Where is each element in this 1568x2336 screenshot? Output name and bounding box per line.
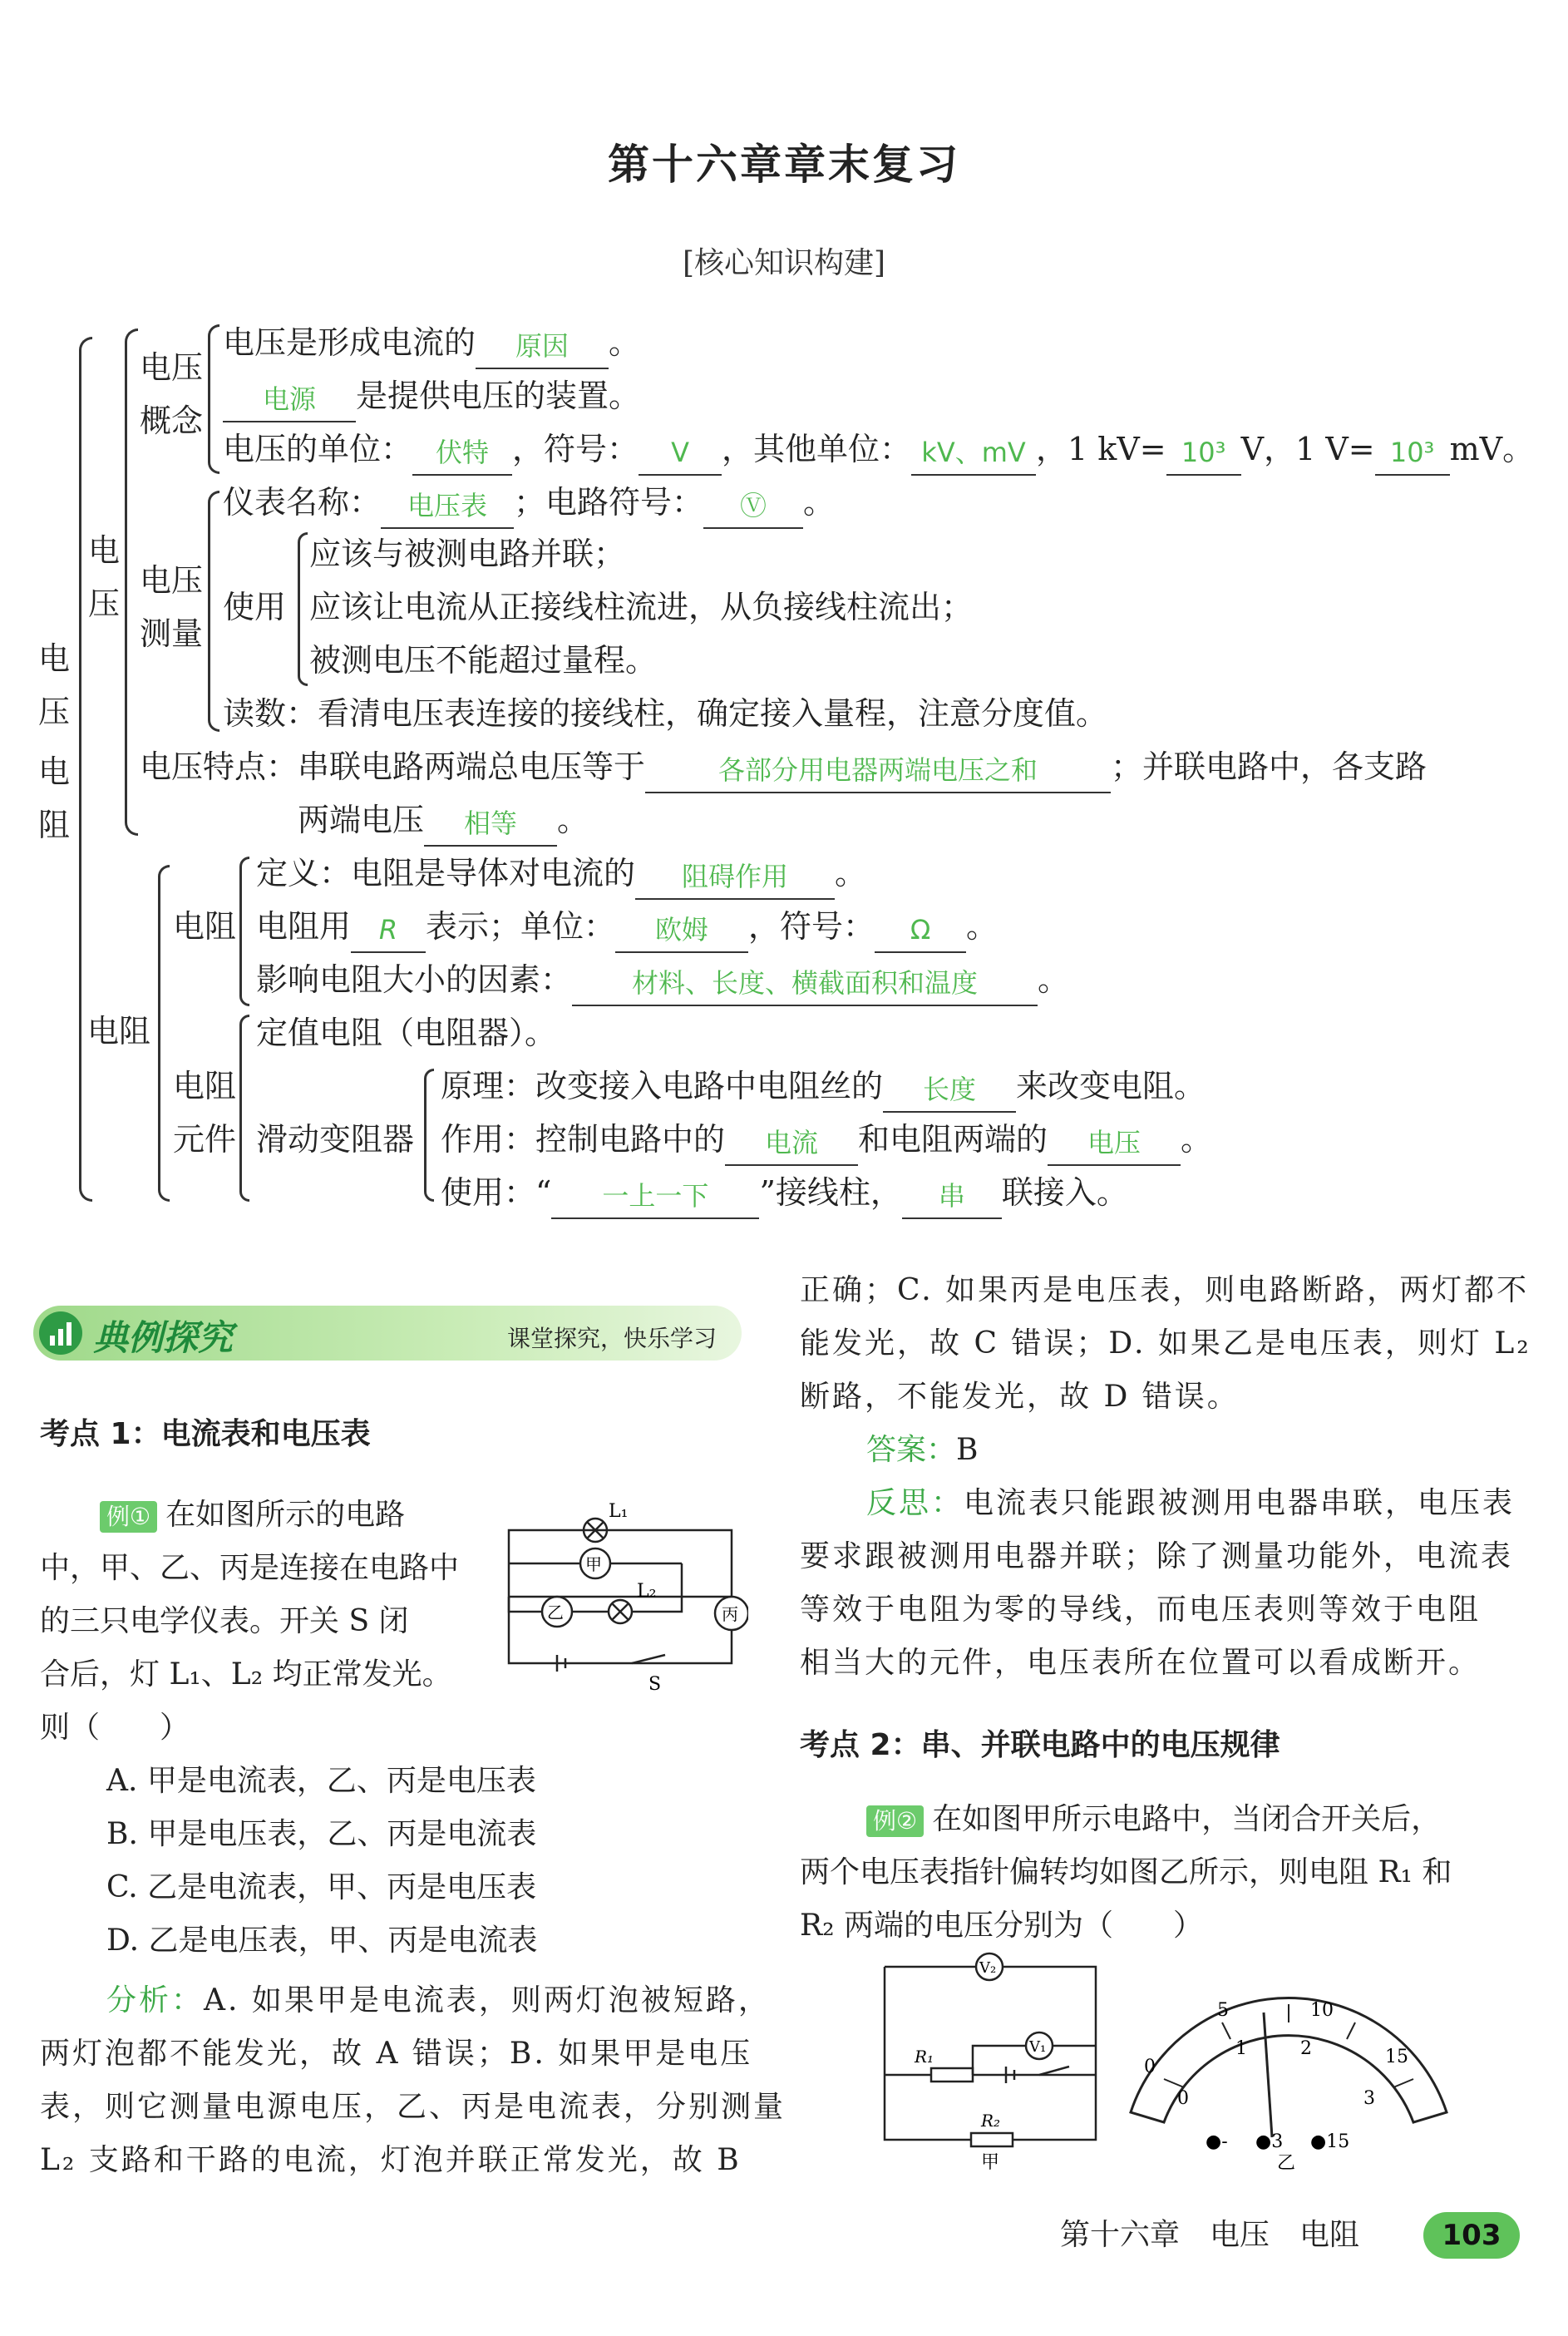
terminal-3: ●3 [1255,2131,1284,2152]
example1-tag: 例① [100,1501,157,1533]
scale-inner-2: 2 [1300,2038,1312,2059]
concept-label: 电压 概念 [140,349,204,439]
fixed-resistor-line: 定值电阻（电阻器）。 [256,1015,557,1051]
r2-label: R₂ [981,2111,1001,2131]
r1-label: R₁ [915,2047,934,2067]
section-subtitle: [核心知识构建] [682,246,886,280]
res-element-label: 电阻 元件 [173,1068,237,1158]
meter-bing-label: 丙 [722,1604,738,1624]
banner-title: 典例探究 [93,1317,234,1358]
page-number: 103 [1423,2212,1520,2259]
scale-inner-3: 3 [1363,2088,1375,2109]
example1: 例① 在如图所示的电路 中，甲、乙、丙是连接在电路中 的三只电学仪表。开关 S 闭 合后，灯 L₁、L₂ 均正常发光。 则（ ） [40,1498,460,1745]
v2-label: V₂ [979,1959,997,1977]
analysis: 分析：A. 如果甲是电流表，则两灯泡被短路， 两灯泡都不能发光，故 A 错误；B. 如果甲是电压 表，则它测量电源电压，乙、丙是电流表，分别测量 L₂ 支路和干路的电流，灯泡并联正常发光，故 B [40,1983,786,2177]
v1-label: V₁ [1029,2038,1047,2056]
option-b: B. 甲是电压表，乙、丙是电流表 [106,1817,537,1851]
use-line-1: 应该与被测电路并联； [309,536,626,572]
scale-outer-10: 10 [1310,2000,1334,2021]
circuit-figure-2 [873,1950,1122,2175]
scale-outer-15: 15 [1385,2047,1408,2067]
lamp-l1-label: L₁ [609,1501,629,1522]
options-list [106,1755,537,1968]
analysis-continued: 正确；C. 如果丙是电压表，则电路断路，两灯都不 能发光，故 C 错误；D. 如果乙是电压表，则灯 L₂ 断路，不能发光，故 D 错误。 [800,1273,1531,1414]
answer-line: 答案：B [866,1433,979,1467]
scale-inner-1: 1 [1235,2038,1247,2059]
banner-slogan: 课堂探究，快乐学习 [507,1325,717,1352]
resistance-def-label: 电阻 [173,908,237,945]
kp1-heading: 考点 1：电流表和电压表 [40,1417,371,1451]
footer-chapter: 第十六章 电压 电阻 [1060,2218,1360,2252]
kp2-heading: 考点 2：串、并联电路中的电压规律 [800,1728,1280,1762]
use-line-2: 应该让电流从正接线柱流进，从负接线柱流出； [309,589,974,625]
tree-line-3: 电压的单位： 伏特 ，符号： V ，其他单位： kV、mV ，1 kV= 10³ V，1 V= 10³ mV。 [223,422,1534,476]
meter-jia-label: 甲 [585,1554,602,1574]
option-c: C. 乙是电流表，甲、丙是电压表 [106,1870,537,1904]
reading-line: 读数：看清电压表连接的接线柱，确定接入量程，注意分度值。 [223,695,1108,732]
page-title: 第十六章章末复习 [608,140,960,189]
rheostat-principle: 原理：改变接入电路中电阻丝的 长度 来改变电阻。 [441,1059,1206,1113]
tree-line-4: 仪表名称： 电压表 ；电路符号： Ⓥ 。 [223,476,835,529]
example2-tag: 例② [866,1805,924,1837]
scale-inner-0: 0 [1177,2088,1189,2109]
circuit-figure-1 [499,1497,748,1696]
meter-yi-label: 乙 [547,1603,564,1622]
voltmeter-dial-figure [1114,1929,1463,2171]
voltage-label: 电 压 [87,532,120,622]
tree-line-2: 电源 是提供电压的装置。 [223,369,640,422]
scale-outer-5: 5 [1217,2000,1229,2021]
feature-line-1: 电压特点：串联电路两端总电压等于 各部分用电器两端电压之和 ；并联电路中，各支路 [140,740,1427,793]
rheostat-label: 滑动变阻器 [256,1121,415,1158]
root-label: 电 压 电 阻 [37,640,70,843]
resistance-label: 电阻 [87,1013,151,1049]
reflection: 反思：电流表只能跟被测用电器串联，电压表 要求跟被测用电器并联；除了测量功能外，电流表 等效于电阻为零的导线，而电压表则等效于电阻 相当大的元件，电压表所在位置可以看成断开。 [800,1486,1516,1680]
rheostat-function: 作用：控制电路中的 电流 和电阻两端的 电压 。 [441,1113,1212,1166]
res-factor-line: 影响电阻大小的因素： 材料、长度、横截面积和温度 。 [256,953,1069,1006]
option-d: D. 乙是电压表，甲、丙是电流表 [106,1924,538,1958]
scale-outer-0: 0 [1144,2057,1156,2077]
fig-jia-caption: 甲 [981,2152,1000,2173]
feature-line-2: 两端电压 相等 。 [298,793,589,847]
use-line-3: 被测电压不能超过量程。 [309,642,658,679]
res-unit-line: 电阻用 R 表示；单位： 欧姆 ，符号： Ω 。 [256,900,998,953]
chart-icon [38,1311,83,1356]
option-a: A. 甲是电流表，乙、丙是电压表 [106,1764,536,1798]
terminal-15: ●15 [1310,2131,1350,2152]
terminal-neg: ●- [1206,2131,1228,2152]
use-label: 使用 [223,589,287,625]
tree-line-1: 电压是形成电流的 原因 。 [223,316,640,369]
switch-s-label: S [648,1674,662,1695]
example2: 例② 在如图甲所示电路中，当闭合开关后， 两个电压表指针偏转均如图乙所示，则电阻 R₁ 和 R₂ 两端的电压分别为（ ） [800,1802,1452,1943]
lamp-l2-label: L₂ [637,1581,657,1602]
fig-yi-caption: 乙 [1277,2153,1296,2171]
measure-label: 电压 测量 [140,562,204,652]
rheostat-usage: 使用：“ 一上一下 ”接线柱， 串 联接入。 [441,1166,1128,1219]
res-def-line: 定义：电阻是导体对电流的 阻碍作用 。 [256,847,866,900]
